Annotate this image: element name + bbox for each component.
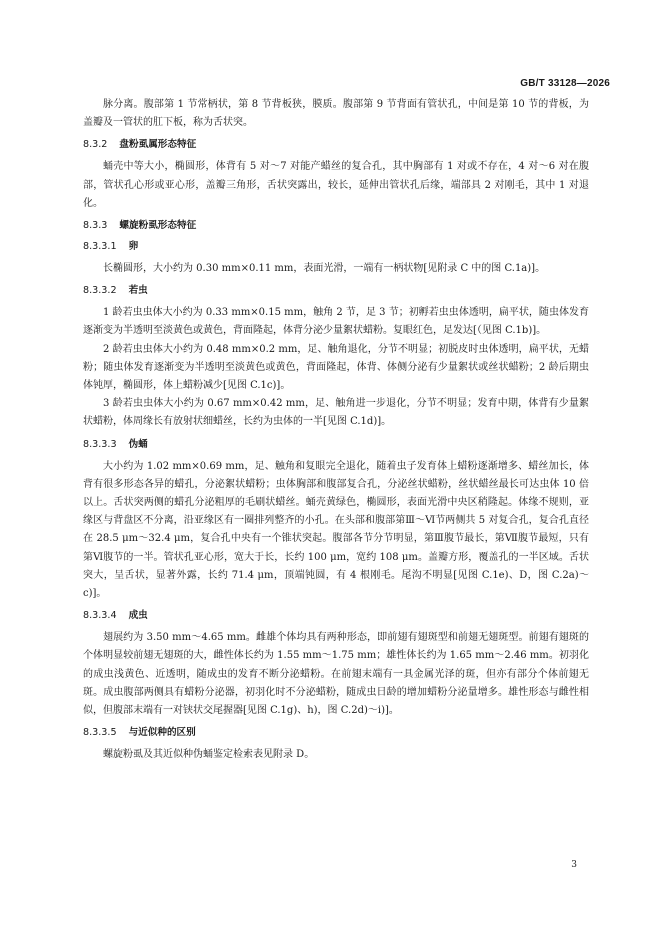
paragraph-genus-features: 蛹壳中等大小，椭圆形，体背有 5 对～7 对能产蜡丝的复合孔，其中胸部有 1 对或不存在，4 对～6 对在腹部，管状孔心形或亚心形，盖瓣三角形，舌状突露出，较长，延伸出管状孔后缘，端部具 2 对刚毛，其中 1 对退化。 <box>83 161 589 209</box>
paragraph-similar-species: 螺旋粉虱及其近似种伪蛹鉴定检索表见附录 D。 <box>103 749 315 761</box>
paragraph-continuation: 脉分离。腹部第 1 节常柄状，第 8 节背板狭，膜质。腹部第 9 节背面有管状孔，中间是第 10 节的背板，为盖瓣及一管状的肛下板，称为舌状突。 <box>83 99 589 129</box>
section-heading-8-3-3-2: 8.3.3.2 若虫 <box>83 285 148 297</box>
paragraph-egg: 长椭圆形，大小约为 0.30 mm×0.11 mm，表面光滑，一端有一柄状物[见附录 C 中的图 C.1a)]。 <box>103 263 546 275</box>
standard-code: GB/T 33128—2026 <box>520 78 610 89</box>
paragraph-nymph-1: 1 龄若虫虫体大小约为 0.33 mm×0.15 mm，触角 2 节，足 3 节；初孵若虫虫体透明，扁平状，随虫体发育逐渐变为半透明至淡黄色或黄色，背面隆起，体背分泌少量絮状蜡粉。复眼红色，足发达[（见图 C.1b)]。 <box>83 307 589 337</box>
section-heading-8-3-3-1: 8.3.3.1 卵 <box>83 241 139 253</box>
section-heading-8-3-3-4: 8.3.3.4 成虫 <box>83 610 148 622</box>
paragraph-nymph-3: 3 龄若虫虫体大小约为 0.67 mm×0.42 mm，足、触角进一步退化，分节不明显；发育中期，体背有少量絮状蜡粉，体周缘长有放射状细蜡丝，长约为虫体的一半[见图 C.1d)]。 <box>83 398 589 428</box>
section-heading-8-3-2: 8.3.2 盘粉虱属形态特征 <box>83 139 197 151</box>
section-heading-8-3-3: 8.3.3 螺旋粉虱形态特征 <box>83 220 197 232</box>
section-heading-8-3-3-3: 8.3.3.3 伪蛹 <box>83 438 148 450</box>
paragraph-nymph-2: 2 龄若虫虫体大小约为 0.48 mm×0.2 mm，足、触角退化，分节不明显；初脱皮时虫体透明，扁平状，无蜡粉；随虫体发育逐渐变为半透明至淡黄色或黄色，背面隆起，体背、体侧分泌有少量絮状或丝状蜡粉；2 龄后期虫体钝厚，椭圆形，体上蜡粉减少[见图 C.1c)]。 <box>83 343 589 392</box>
page-number: 3 <box>571 860 577 870</box>
paragraph-pupa: 大小约为 1.02 mm×0.69 mm，足、触角和复眼完全退化，随着虫子发育体上蜡粉逐渐增多、蜡丝加长，体背有很多形态各异的蜡孔，分泌絮状蜡粉；虫体胸部和腹部复合孔，分泌丝状蜡粉，丝状蜡丝最长可达虫体 10 倍以上。舌状突两侧的蜡孔分泌粗厚的毛刷状蜡丝。蛹壳黄绿色，椭圆形，表面光滑中央区稍隆起。体缘不规则，亚缘区与背盘区不分离，沿亚缘区有一圈排列整齐的小孔。在头部和腹部第Ⅲ～Ⅵ节两侧共 5 对复合孔，复合孔直径在 28.5 μm～32.4 μm，复合孔中央有一个锥状突起。腹部各节分节明显，第Ⅲ腹节最长，第Ⅶ腹节最短，只有第Ⅵ腹节的一半。管状孔亚心形，宽大于长，长约 100 μm，宽约 108 μm。盖瓣方形，覆盖孔的一半区域。舌状突大，呈舌状，显著外露，长约 71.4 μm，顶端钝圆，有 4 根刚毛。尾沟不明显[见图 C.1e)、D，图 C.2a)～c)]。 <box>83 460 589 600</box>
document-body <box>83 96 589 764</box>
section-heading-8-3-3-5: 8.3.3.5 与近似种的区别 <box>83 727 196 739</box>
paragraph-adult: 翅展约为 3.50 mm～4.65 mm。雌雄个体均具有两种形态，即前翅有翅斑型和前翅无翅斑型。前翅有翅斑的个体明显较前翅无翅斑的大，雌性体长约为 1.55 mm～1.75 mm；雄性体长约为 1.65 mm～2.46 mm。初羽化的成虫浅黄色、近透明，随成虫的发育不断分泌蜡粉。在前翅末端有一具金属光泽的斑，但亦有部分个体前翅无斑。成虫腹部两侧具有蜡粉分泌器，初羽化时不分泌蜡粉，随成虫日龄的增加蜡粉分泌量增多。雄性形态与雌性相似，但腹部末端有一对铗状交尾握器[见图 C.1g)、h)，图 C.2d)～i)]。 <box>83 632 589 717</box>
